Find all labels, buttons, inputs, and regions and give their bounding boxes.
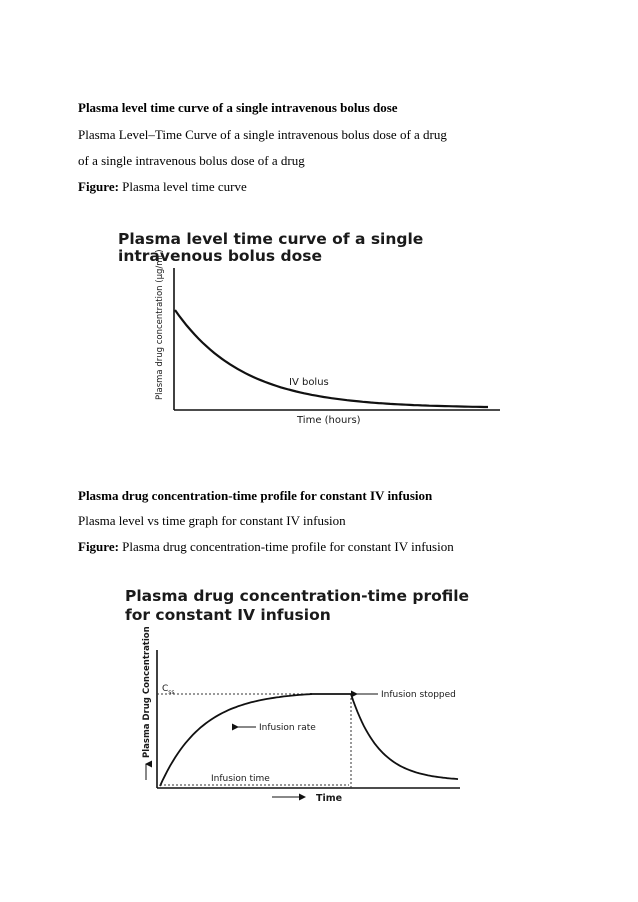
figure2-y-label: Plasma Drug Concentration	[142, 626, 152, 758]
figure-caption-text: Plasma level time curve	[122, 179, 247, 194]
figure1-curve-label: IV bolus	[289, 377, 329, 388]
figure2-title-line2: for constant IV infusion	[125, 606, 331, 624]
section1-line2: of a single intravenous bolus dose of a drug	[78, 153, 305, 168]
figure1-title-line1: Plasma level time curve of a single	[118, 230, 424, 248]
figure2-css-label: $C_{ss}$	[162, 684, 175, 696]
figure-label: Figure:	[78, 539, 119, 554]
figure2-rise-curve	[160, 694, 312, 786]
figure-caption-text: Plasma drug concentration-time profile for constant IV infusion	[122, 539, 454, 554]
figure2-decay-curve	[351, 694, 458, 779]
figure2-infusion-time-label: Infusion time	[211, 774, 270, 784]
figure-label: Figure:	[78, 179, 119, 194]
figure1-title-line2: intravenous bolus dose	[118, 247, 323, 265]
figure1-y-label: Plasma drug concentration (μg/mL)	[155, 249, 165, 400]
figure1-x-label: Time (hours)	[297, 415, 361, 426]
section2-heading: Plasma drug concentration-time profile for constant IV infusion	[78, 488, 433, 503]
figure2-title-line1: Plasma drug concentration-time profile	[125, 587, 470, 605]
section1-line1: Plasma Level–Time Curve of a single intravenous bolus dose of a drug	[78, 127, 447, 142]
section1-heading: Plasma level time curve of a single intravenous bolus dose	[78, 100, 398, 115]
section2-line1: Plasma level vs time graph for constant IV infusion	[78, 513, 346, 528]
figure2-x-label: Time	[316, 793, 343, 804]
figure2-stopped-label: Infusion stopped	[381, 690, 456, 700]
figure2-rate-label: Infusion rate	[259, 723, 316, 733]
